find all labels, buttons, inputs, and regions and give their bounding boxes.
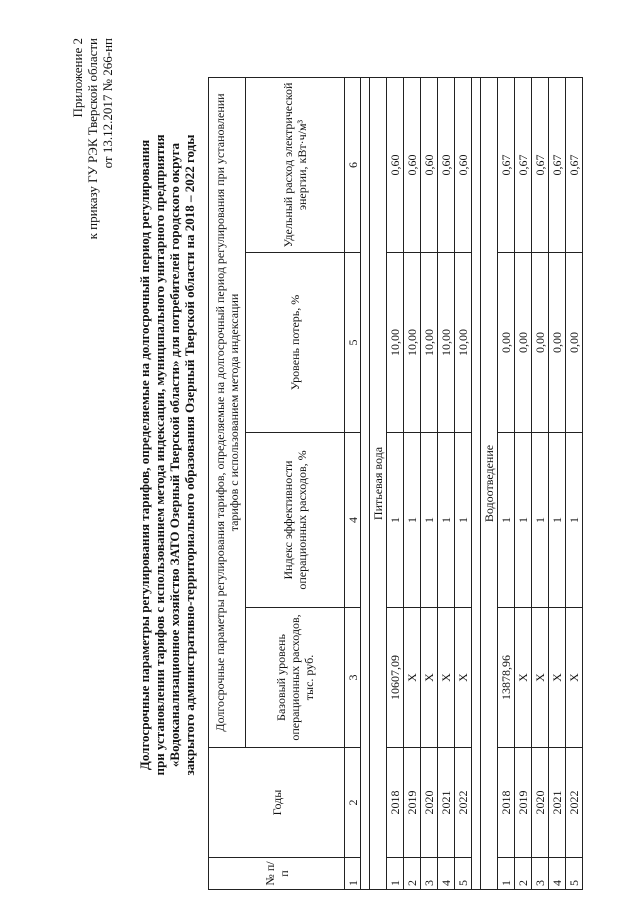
efficiency-index-cell: 1 [549, 433, 566, 608]
loss-level-cell: 10,00 [387, 253, 404, 433]
year-cell: 2020 [532, 748, 549, 858]
loss-level-cell: 10,00 [438, 253, 455, 433]
loss-level-cell: 0,00 [566, 253, 583, 433]
base-level-cell: Х [404, 608, 421, 748]
efficiency-index-cell: 1 [566, 433, 583, 608]
loss-level-cell: 10,00 [455, 253, 472, 433]
loss-level-cell: 10,00 [421, 253, 438, 433]
year-cell: 2020 [421, 748, 438, 858]
base-level-cell: Х [421, 608, 438, 748]
energy-consumption-cell: 0,60 [455, 77, 472, 252]
column-number: 2 [345, 748, 361, 858]
column-number-row [345, 77, 361, 889]
efficiency-index-cell: 1 [387, 433, 404, 608]
title-line: при установлении тарифов с использованием метода индексации, муниципального унитарного предприятия [152, 134, 167, 776]
base-level-cell: Х [455, 608, 472, 748]
year-cell: 2022 [455, 748, 472, 858]
table-row [387, 77, 404, 889]
year-cell: 2022 [566, 748, 583, 858]
energy-consumption-cell: 0,60 [387, 77, 404, 252]
base-level-cell: 13878,96 [498, 608, 515, 748]
row-number-cell: 5 [455, 858, 472, 890]
base-level-cell: Х [549, 608, 566, 748]
column-number: 1 [345, 858, 361, 890]
row-number-cell: 4 [438, 858, 455, 890]
section-row [370, 77, 387, 889]
energy-consumption-cell: 0,67 [515, 77, 532, 252]
title-line: закрытого административно-территориального образования Озерный Тверской области на 2018 – 2022 годы [182, 134, 197, 776]
column-number: 4 [345, 433, 361, 608]
row-number-cell: 4 [549, 858, 566, 890]
table-row [532, 77, 549, 889]
row-number-cell: 1 [498, 858, 515, 890]
header-years: Годы [209, 748, 345, 858]
year-cell: 2018 [498, 748, 515, 858]
efficiency-index-cell: 1 [515, 433, 532, 608]
efficiency-index-cell: 1 [438, 433, 455, 608]
loss-level-cell: 10,00 [404, 253, 421, 433]
spacer-row [472, 77, 481, 889]
section-title: Водоотведение [481, 77, 498, 889]
spacer-row [361, 77, 370, 889]
title-line: «Водоканализационное хозяйство ЗАТО Озерный Тверской области» для потребителей городского округа [167, 142, 182, 768]
year-cell: 2021 [549, 748, 566, 858]
section-title: Питьевая вода [370, 77, 387, 889]
header-group: Долгосрочные параметры регулирования тарифов, определяемые на долгосрочный период регулирования при установлении тарифов с использованием метода индексации [209, 77, 246, 747]
year-cell: 2021 [438, 748, 455, 858]
table-row [515, 77, 532, 889]
base-level-cell: Х [566, 608, 583, 748]
loss-level-cell: 0,00 [532, 253, 549, 433]
header-efficiency-index: Индекс эффективности операционных расходов, % [246, 433, 345, 608]
appendix-line: к приказу ГУ РЭК Тверской области [85, 38, 100, 240]
table-row [438, 77, 455, 889]
efficiency-index-cell: 1 [532, 433, 549, 608]
row-number-cell: 5 [566, 858, 583, 890]
header-energy-consumption: Удельный расход электрической энергии, кВт·ч/м³ [246, 77, 345, 252]
energy-consumption-cell: 0,60 [438, 77, 455, 252]
table-row [498, 77, 515, 889]
year-cell: 2019 [515, 748, 532, 858]
loss-level-cell: 0,00 [498, 253, 515, 433]
efficiency-index-cell: 1 [455, 433, 472, 608]
base-level-cell: Х [438, 608, 455, 748]
energy-consumption-cell: 0,60 [421, 77, 438, 252]
table-row [549, 77, 566, 889]
loss-level-cell: 0,00 [549, 253, 566, 433]
energy-consumption-cell: 0,60 [404, 77, 421, 252]
row-number-cell: 3 [532, 858, 549, 890]
spacer-cell [361, 77, 370, 889]
table-row [421, 77, 438, 889]
section-row [481, 77, 498, 889]
energy-consumption-cell: 0,67 [498, 77, 515, 252]
base-level-cell: Х [532, 608, 549, 748]
year-cell: 2018 [387, 748, 404, 858]
row-number-cell: 2 [515, 858, 532, 890]
appendix-line: Приложение 2 [70, 38, 85, 118]
base-level-cell: Х [515, 608, 532, 748]
row-number-cell: 3 [421, 858, 438, 890]
header-number: № п/п [209, 858, 345, 890]
header-loss-level: Уровень потерь, % [246, 253, 345, 433]
efficiency-index-cell: 1 [498, 433, 515, 608]
appendix-line: от 13.12.2017 № 266-нп [100, 38, 115, 169]
table-row [404, 77, 421, 889]
row-number-cell: 2 [404, 858, 421, 890]
column-number: 5 [345, 253, 361, 433]
table-row [455, 77, 472, 889]
year-cell: 2019 [404, 748, 421, 858]
energy-consumption-cell: 0,67 [549, 77, 566, 252]
title-line: Долгосрочные параметры регулирования тарифов, определяемые на долгосрочный период регулирования [137, 139, 152, 771]
column-number: 6 [345, 77, 361, 252]
document-title [137, 45, 197, 865]
energy-consumption-cell: 0,67 [566, 77, 583, 252]
row-number-cell: 1 [387, 858, 404, 890]
energy-consumption-cell: 0,67 [532, 77, 549, 252]
efficiency-index-cell: 1 [421, 433, 438, 608]
column-number: 3 [345, 608, 361, 748]
appendix-note [70, 38, 115, 239]
efficiency-index-cell: 1 [404, 433, 421, 608]
table-row [566, 77, 583, 889]
base-level-cell: 10607,09 [387, 608, 404, 748]
parameters-table [208, 77, 583, 890]
loss-level-cell: 0,00 [515, 253, 532, 433]
spacer-cell [472, 77, 481, 889]
header-base-level: Базовый уровень операционных расходов, тыс. руб. [246, 608, 345, 748]
